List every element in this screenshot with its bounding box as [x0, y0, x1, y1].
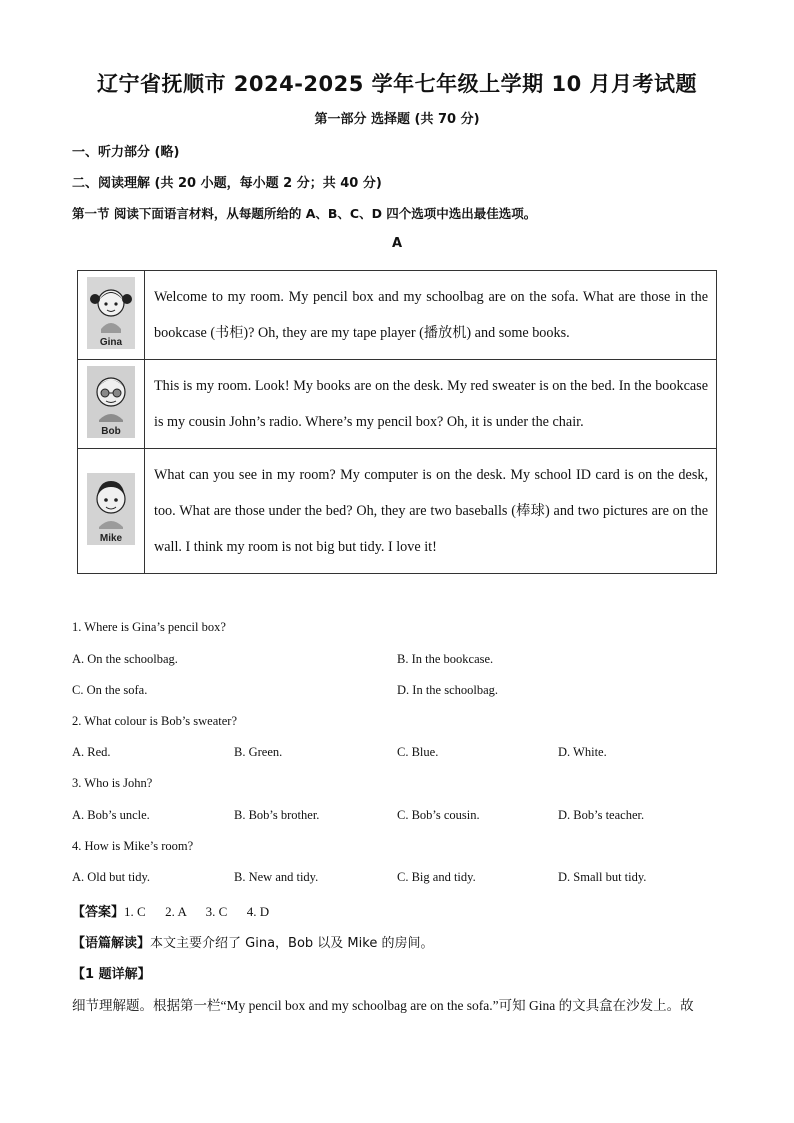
- option-d: D. Small but tidy.: [558, 870, 647, 884]
- section-intro: 第一节 阅读下面语言材料，从每题所给的 A、B、C、D 四个选项中选出最佳选项。: [72, 206, 537, 221]
- analysis-text: 本文主要介绍了 Gina，Bob 以及 Mike 的房间。: [150, 936, 434, 951]
- passage-text: Welcome to my room. My pencil box and my schoolbag are on the sofa. What are those in the bookcase (书柜)? Oh, they are my tape player (播放机) and some books.: [145, 271, 717, 360]
- part-one-heading: 第一部分 选择题 (共 70 分): [314, 112, 480, 127]
- answer-label: 【答案】: [72, 905, 125, 920]
- section-listening: 一、听力部分 (略): [72, 145, 180, 160]
- option-a: A. On the schoolbag.: [72, 652, 178, 666]
- svg-text:Gina: Gina: [99, 337, 123, 348]
- girl-avatar-icon: [87, 277, 135, 349]
- option-d: D. Bob’s teacher.: [558, 808, 645, 822]
- detail-text: 细节理解题。根据第一栏“My pencil box and my schoolbag are on the sofa.”可知 Gina 的文具盒在沙发上。故: [72, 998, 694, 1013]
- passages-table: [77, 270, 717, 574]
- option-a: A. Bob’s uncle.: [72, 808, 150, 822]
- passage-label: A: [391, 236, 403, 251]
- option-c: C. On the sofa.: [72, 683, 148, 697]
- question-4: 4. How is Mike’s room?: [72, 839, 194, 853]
- avatar-cell: [78, 449, 145, 574]
- option-c: C. Bob’s cousin.: [397, 808, 480, 822]
- option-c: C. Blue.: [397, 745, 439, 759]
- passage-row: [78, 271, 717, 360]
- passage-text: What can you see in my room? My computer is on the desk. My school ID card is on the desk, too. What are those under the bed? Oh, they are two baseballs (棒球) and two pictures are on the wall. I think my room is not big but tidy. I love it!: [145, 449, 717, 574]
- passage-text: This is my room. Look! My books are on the desk. My red sweater is on the bed. In the bookcase is my cousin John’s radio. Where’s my pencil box? Oh, it is under the chair.: [145, 360, 717, 449]
- answer-text: 1. C 2. A 3. C 4. D: [124, 904, 270, 919]
- option-a: A. Old but tidy.: [72, 870, 151, 884]
- option-b: B. In the bookcase.: [397, 652, 494, 666]
- avatar-cell: [78, 360, 145, 449]
- page-title: 辽宁省抚顺市 2024-2025 学年七年级上学期 10 月月考试题: [96, 72, 698, 96]
- svg-text:Mike: Mike: [99, 533, 123, 544]
- passage-row: [78, 360, 717, 449]
- answer-line: [72, 901, 269, 920]
- section-reading: 二、阅读理解 (共 20 小题，每小题 2 分；共 40 分): [72, 176, 382, 191]
- question-1: 1. Where is Gina’s pencil box?: [72, 620, 226, 634]
- option-d: D. In the schoolbag.: [397, 683, 499, 697]
- detail-heading: 【1 题详解】: [72, 967, 151, 982]
- question-2: 2. What colour is Bob’s sweater?: [72, 714, 238, 728]
- option-c: C. Big and tidy.: [397, 870, 476, 884]
- svg-text:Bob: Bob: [101, 426, 121, 437]
- analysis-line: [72, 932, 433, 951]
- avatar-cell: [78, 271, 145, 360]
- boy-glasses-avatar-icon: [87, 366, 135, 438]
- option-b: B. New and tidy.: [234, 870, 319, 884]
- passage-row: [78, 449, 717, 574]
- option-b: B. Bob’s brother.: [234, 808, 320, 822]
- question-3: 3. Who is John?: [72, 776, 153, 790]
- boy-avatar-icon: [87, 473, 135, 545]
- option-b: B. Green.: [234, 745, 283, 759]
- analysis-label: 【语篇解读】: [72, 936, 151, 951]
- option-a: A. Red.: [72, 745, 111, 759]
- option-d: D. White.: [558, 745, 607, 759]
